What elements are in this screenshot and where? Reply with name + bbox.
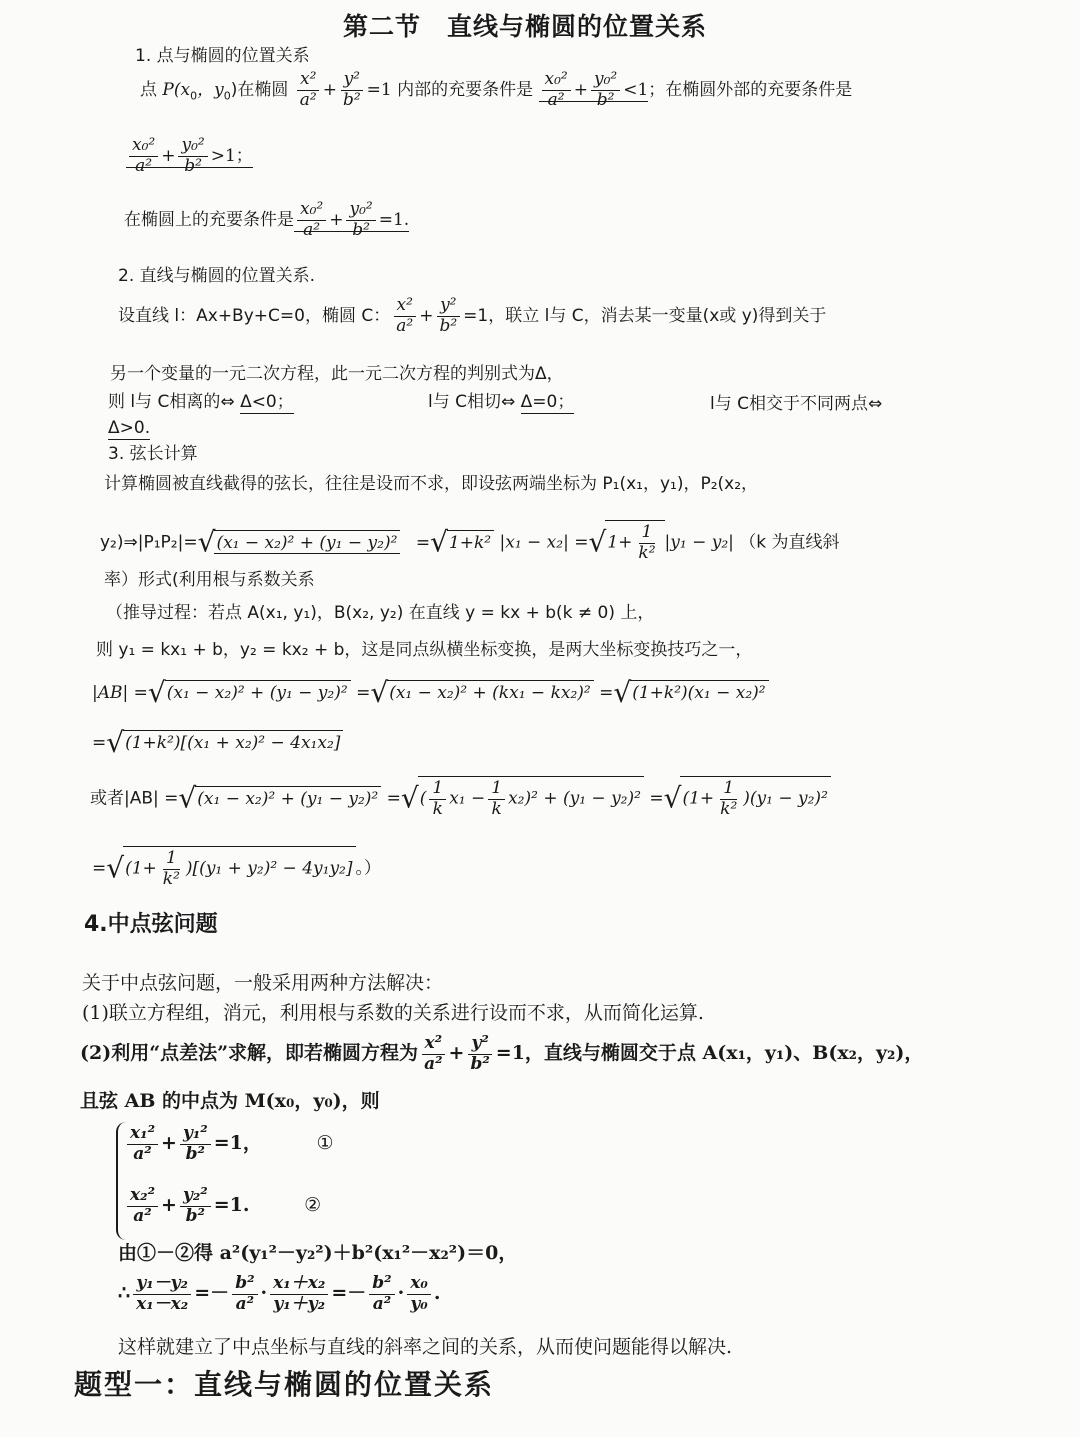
- text: =－: [331, 1282, 367, 1305]
- plus-sign: +: [161, 1194, 177, 1217]
- text: =1.: [213, 1194, 250, 1217]
- heading-4: 4.中点弦问题: [84, 912, 218, 937]
- text: =1，直线与椭圆交于点 A(x₁，y₁)、B(x₂，y₂)，: [495, 1042, 924, 1065]
- denominator: a²: [372, 1293, 392, 1314]
- numerator: x²: [394, 296, 416, 317]
- text: y₂)⇒|P₁P₂|=: [100, 532, 198, 553]
- text: 设直线 l：Ax+By+C=0，椭圆 C：: [118, 306, 391, 327]
- s3-line-8: [90, 776, 831, 819]
- fraction-x2-a2: [297, 70, 320, 110]
- text: 则 l与 C相离的: [108, 392, 221, 412]
- radicand: (1+k²)(x₁ − x₂)²: [630, 680, 768, 703]
- numerator: b²: [232, 1274, 257, 1295]
- sqrt-symbol: √: [178, 781, 197, 815]
- denominator: a²: [424, 1053, 443, 1074]
- fraction-1-k2: [717, 779, 740, 819]
- text: )(y₁ − y₂)²: [743, 788, 828, 809]
- numerator: 1: [720, 779, 737, 800]
- numerator: y₁²: [180, 1124, 211, 1145]
- numerator: 1: [163, 849, 180, 870]
- text: =－: [194, 1282, 230, 1305]
- plus-sign: +: [161, 1132, 177, 1155]
- sqrt-symbol: √: [106, 851, 125, 885]
- radicand: (x₁ − x₂)² + (y₁ − y₂)²: [214, 530, 400, 554]
- fraction-y2-b2: [340, 70, 364, 110]
- fraction-y22-b2: [180, 1186, 211, 1226]
- numerator: y²: [468, 1034, 491, 1055]
- fraction-x0-y0: [407, 1274, 431, 1314]
- text: ⇔: [501, 392, 516, 412]
- plus-sign: +: [419, 306, 434, 327]
- numerator: 1: [639, 523, 656, 544]
- denominator: b²: [596, 89, 615, 110]
- numerator: b²: [369, 1274, 394, 1295]
- fraction-1-k: [488, 779, 505, 819]
- text: =: [415, 532, 431, 553]
- s1-line-3: [124, 200, 409, 240]
- s2-line-4: [108, 418, 150, 438]
- denominator: a²: [396, 315, 414, 336]
- s2-line-3c: [710, 394, 882, 414]
- therefore-symbol: ∴: [118, 1282, 131, 1305]
- plus-sign: +: [161, 146, 176, 167]
- denominator: a²: [133, 1143, 152, 1164]
- denominator: y₁＋y₂: [273, 1293, 326, 1314]
- fraction-x12-a2: [127, 1124, 158, 1164]
- s1-line-1: [140, 70, 852, 110]
- denominator: a²: [303, 219, 321, 240]
- text: =1，联立 l与 C，消去某一变量(x或 y)得到关于: [463, 306, 827, 327]
- text: =: [386, 788, 401, 809]
- plus-sign: +: [618, 532, 633, 553]
- denominator: a²: [299, 89, 317, 110]
- numerator: x²: [297, 70, 319, 91]
- radicand: (x₁ − x₂)² + (kx₁ − kx₂)²: [387, 680, 594, 703]
- numerator: y₂²: [180, 1186, 211, 1207]
- s2-line-2: 另一个变量的一元二次方程，此一元二次方程的判别式为Δ，: [110, 364, 564, 384]
- fraction-y2-b2: [467, 1034, 492, 1074]
- denominator: b²: [439, 315, 458, 336]
- s4-line-2: (1)联立方程组，消元，利用根与系数的关系进行设而不求，从而简化运算.: [82, 1002, 704, 1024]
- text: ·: [397, 1282, 405, 1305]
- s3-line-1: 计算椭圆被直线截得的弦长，往往是设而不求，即设弦两端坐标为 P₁(x₁，y₁)，P₂(x₂，: [104, 474, 759, 494]
- circled-number-2: ②: [304, 1194, 322, 1217]
- sqrt-symbol: √: [197, 525, 216, 559]
- text: |y₁ − y₂|: [664, 532, 734, 553]
- radicand: 1+k²: [447, 530, 494, 553]
- denominator: b²: [342, 89, 361, 110]
- sqrt-symbol: √: [147, 676, 166, 709]
- fraction-y2-b2: [436, 296, 460, 336]
- s4-line-1: 关于中点弦问题，一般采用两种方法解决：: [82, 972, 444, 994]
- denominator: x₁－x₂: [136, 1293, 189, 1314]
- text: )[(y₁ + y₂)² − 4y₁y₂]: [185, 858, 353, 879]
- s4-line-5: 由①－②得 a²(y₁²－y₂²)＋b²(x₁²－x₂²)＝0，: [118, 1242, 518, 1264]
- text: =: [92, 858, 107, 879]
- radicand: [123, 846, 355, 889]
- fraction-b2-a2: [369, 1274, 394, 1314]
- numerator: y₀²: [591, 70, 620, 91]
- sqrt-symbol: √: [106, 726, 125, 759]
- denominator: a²: [133, 1205, 152, 1226]
- numerator: x₀²: [297, 200, 326, 221]
- s3-line-6: [92, 676, 769, 710]
- text: Δ<0；: [240, 392, 294, 412]
- text: =: [92, 733, 107, 753]
- radicand: (x₁ − x₂)² + (y₁ − y₂)²: [165, 680, 351, 703]
- s4-line-3: [80, 1034, 923, 1074]
- numerator: x₁²: [127, 1124, 158, 1145]
- circled-number-1: ①: [316, 1132, 334, 1155]
- denominator: k: [432, 798, 443, 819]
- text: =: [649, 788, 664, 809]
- plus-sign: +: [448, 1042, 465, 1065]
- underlined-condition: [126, 135, 253, 176]
- numerator: x²: [422, 1034, 446, 1055]
- underlined-condition: [294, 199, 410, 240]
- text: 。）: [355, 858, 381, 879]
- radicand: [605, 520, 664, 563]
- sqrt-symbol: √: [588, 525, 607, 559]
- page-title: 第二节 直线与椭圆的位置关系: [343, 12, 708, 41]
- denominator: y₀: [410, 1293, 428, 1314]
- text: (2)利用“点差法”求解，即若椭圆方程为: [80, 1042, 419, 1065]
- numerator: 1: [429, 779, 446, 800]
- text: |AB| =: [92, 683, 148, 703]
- fraction-x02-a2: [542, 70, 571, 110]
- sqrt-symbol: √: [430, 525, 448, 559]
- plus-sign: +: [329, 210, 344, 231]
- s3-line-4: （推导过程：若点 A(x₁, y₁)，B(x₂, y₂) 在直线 y = kx + b(k ≠ 0) 上，: [106, 603, 655, 623]
- text: l与 C相交于不同两点: [710, 394, 868, 414]
- denominator: a²: [135, 155, 153, 176]
- sqrt-symbol: √: [400, 781, 419, 815]
- numerator: x₀²: [129, 136, 158, 157]
- s4-line-6: [118, 1274, 440, 1314]
- denominator: a²: [547, 89, 565, 110]
- fraction-y12-b2: [180, 1124, 211, 1164]
- s4-line-7: 这样就建立了中点坐标与直线的斜率之间的关系，从而使问题能得以解决.: [118, 1336, 733, 1358]
- text: 0: [190, 89, 198, 103]
- s3-line-9: [92, 846, 381, 889]
- text: <1: [623, 80, 649, 101]
- fraction-x22-a2: [127, 1186, 158, 1226]
- text: (: [419, 788, 427, 809]
- text: =1，: [213, 1132, 262, 1155]
- denominator: k²: [720, 798, 738, 819]
- text: 内部的充要条件是: [397, 80, 534, 101]
- s4-line-4: 且弦 AB 的中点为 M(x₀，y₀)，则: [80, 1090, 380, 1112]
- s2-line-3a: [108, 392, 294, 412]
- text: 或者|AB| =: [90, 788, 179, 809]
- text: (1+: [682, 788, 715, 809]
- text: Δ=0；: [520, 392, 575, 412]
- fraction-x2-a2: [393, 296, 416, 336]
- text: l与 C相切: [428, 392, 501, 412]
- denominator: a²: [235, 1293, 255, 1314]
- text: .: [433, 1282, 441, 1305]
- text: x₂)² + (y₁ − y₂)²: [508, 788, 641, 809]
- fraction-x2-a2: [421, 1034, 445, 1074]
- text: =1: [366, 80, 392, 101]
- radicand: (x₁ − x₂)² + (y₁ − y₂)²: [195, 786, 381, 809]
- text: 在椭圆上的充要条件是: [124, 210, 294, 231]
- fraction-1-k2: [635, 523, 658, 563]
- heading-2: 2. 直线与椭圆的位置关系.: [118, 266, 316, 286]
- text: ⇔: [868, 394, 883, 414]
- text: ⇔: [220, 392, 235, 412]
- fraction-x02-a2: [297, 200, 326, 240]
- denominator: b²: [184, 155, 202, 176]
- underlined-condition: [539, 69, 649, 110]
- equation-1: [124, 1124, 334, 1164]
- s3-line-7: [92, 726, 343, 760]
- text: Δ>0.: [108, 418, 151, 438]
- section-heading: 题型一：直线与椭圆的位置关系: [74, 1368, 495, 1401]
- numerator: y²: [341, 70, 363, 91]
- s1-line-2: [126, 136, 253, 176]
- fraction-b2-a2: [232, 1274, 257, 1314]
- sqrt-symbol: √: [613, 676, 632, 709]
- numerator: 1: [488, 779, 505, 800]
- text: P(x: [162, 80, 191, 101]
- fraction-y02-b2: [178, 136, 207, 176]
- sqrt-symbol: √: [663, 781, 682, 815]
- s3-line-2: [100, 520, 840, 563]
- numerator: x₀²: [542, 70, 571, 91]
- denominator: b²: [185, 1205, 206, 1226]
- text: >1；: [210, 146, 253, 167]
- fraction-1-k: [429, 779, 446, 819]
- text: 点: [140, 80, 157, 101]
- text: =1.: [378, 210, 410, 231]
- text: =: [599, 683, 614, 703]
- sqrt-symbol: √: [370, 676, 389, 709]
- numerator: y₀²: [178, 136, 207, 157]
- text: 1: [607, 532, 619, 553]
- radicand: [680, 776, 830, 819]
- denominator: b²: [352, 219, 370, 240]
- text: =: [356, 683, 371, 703]
- fraction-y02-b2: [591, 70, 620, 110]
- s2-line-3b: [428, 392, 574, 412]
- text: 0: [223, 89, 231, 103]
- numerator: y₀²: [346, 200, 375, 221]
- denominator: b²: [470, 1053, 490, 1074]
- numerator: y²: [437, 296, 459, 317]
- text: |x₁ − x₂| =: [499, 532, 589, 553]
- numerator: x₀: [407, 1274, 431, 1295]
- fraction-sum: [270, 1274, 328, 1314]
- s2-line-1: [118, 296, 826, 336]
- text: x₁ −: [449, 788, 486, 809]
- fraction-x02-a2: [129, 136, 158, 176]
- radicand: (1+k²)[(x₁ + x₂)² − 4x₁x₂]: [123, 730, 343, 753]
- text: )在椭圆: [230, 80, 289, 101]
- denominator: k²: [638, 542, 656, 563]
- heading-3: 3. 弦长计算: [108, 444, 198, 464]
- text: ·: [260, 1282, 268, 1305]
- fraction-slope: [133, 1274, 191, 1314]
- fraction-y02-b2: [346, 200, 375, 240]
- numerator: x₁＋x₂: [270, 1274, 328, 1295]
- denominator: k: [491, 798, 502, 819]
- s3-line-3: 率）形式(利用根与系数关系: [104, 570, 315, 590]
- plus-sign: +: [322, 80, 337, 101]
- s3-line-5: 则 y₁ = kx₁ + b，y₂ = kx₂ + b，这是同点纵横坐标变换，是两大坐标变换技巧之一，: [96, 640, 753, 660]
- heading-1: 1. 点与椭圆的位置关系: [135, 46, 310, 66]
- fraction-1-k2: [160, 849, 183, 889]
- text: ，y: [197, 80, 224, 101]
- denominator: b²: [185, 1143, 206, 1164]
- denominator: k²: [162, 868, 180, 889]
- text: （k 为直线斜: [739, 532, 840, 553]
- numerator: y₁－y₂: [133, 1274, 191, 1295]
- text: ；在椭圆外部的充要条件是: [648, 80, 853, 101]
- plus-sign: +: [573, 80, 588, 101]
- text: (1+: [125, 858, 157, 879]
- numerator: x₂²: [127, 1186, 158, 1207]
- radicand: [418, 776, 644, 819]
- equation-2: [124, 1186, 321, 1226]
